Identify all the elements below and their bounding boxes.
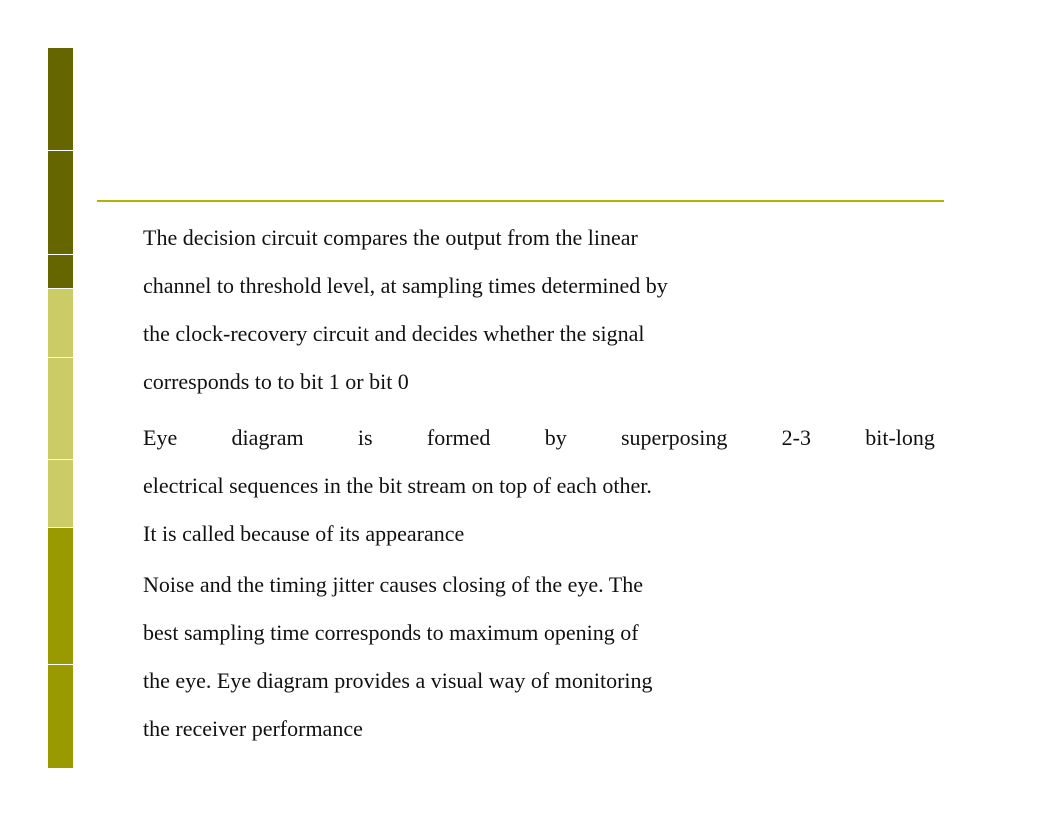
accent-bar-segment [48, 289, 73, 357]
accent-bar-segment [48, 460, 73, 527]
accent-bar-segment [48, 528, 73, 664]
title-divider [97, 200, 944, 202]
accent-bar-segment [48, 255, 73, 288]
accent-bar-segment [48, 48, 73, 150]
word: formed [426, 425, 491, 450]
paragraph-noise-jitter [143, 561, 793, 753]
paragraph-line: electrical sequences in the bit stream on top of each other. [143, 473, 652, 498]
paragraph-line-justified [143, 414, 935, 462]
paragraph-decision-circuit [143, 214, 793, 406]
word: bit-long [865, 425, 935, 450]
word: diagram [231, 425, 304, 450]
paragraph-line: corresponds to to bit 1 or bit 0 [143, 369, 409, 394]
word: superposing [621, 425, 728, 450]
accent-bar-segment [48, 358, 73, 459]
paragraph-line: Noise and the timing jitter causes closing of the eye. The [143, 572, 643, 597]
paragraph-line: The decision circuit compares the output from the linear [143, 225, 638, 250]
paragraph-line: It is called because of its appearance [143, 521, 465, 546]
word: is [357, 425, 373, 450]
accent-bar-segment [48, 665, 73, 768]
paragraph-line: channel to threshold level, at sampling times determined by [143, 273, 668, 298]
paragraph-line: best sampling time corresponds to maximum opening of [143, 620, 639, 645]
paragraph-eye-diagram [143, 414, 935, 558]
word: Eye [143, 425, 178, 450]
paragraph-line: the eye. Eye diagram provides a visual way of monitoring [143, 668, 653, 693]
word: 2-3 [781, 425, 811, 450]
paragraph-line: the receiver performance [143, 716, 363, 741]
word: by [544, 425, 567, 450]
paragraph-line: the clock-recovery circuit and decides whether the signal [143, 321, 645, 346]
accent-bar-segment [48, 151, 73, 254]
